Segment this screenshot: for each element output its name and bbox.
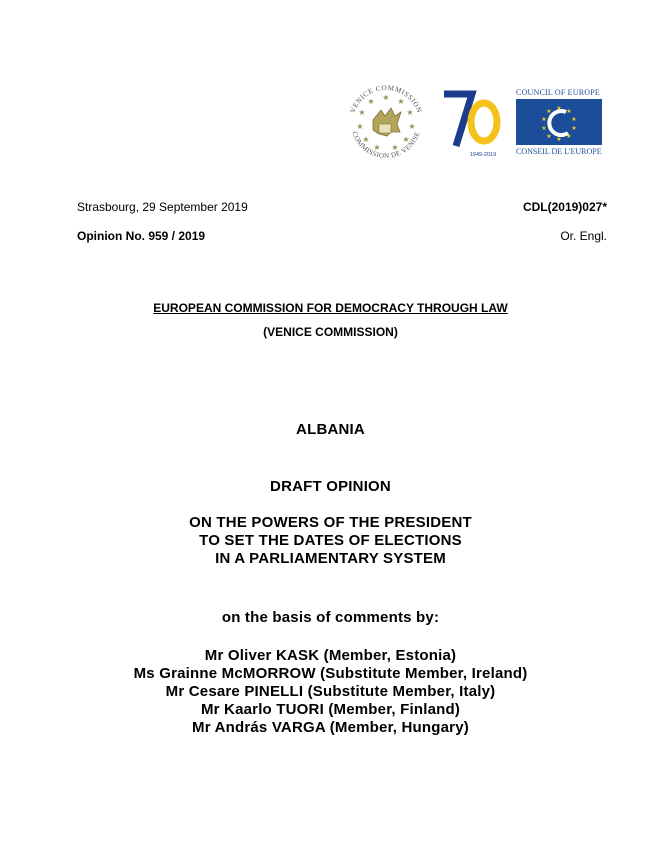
rapporteurs-list xyxy=(0,647,661,737)
country-title: ALBANIA xyxy=(296,421,365,438)
rapporteur: Mr Cesare PINELLI (Substitute Member, Italy) xyxy=(165,683,496,700)
svg-text:★: ★ xyxy=(556,137,562,143)
svg-text:★: ★ xyxy=(541,117,547,123)
venice-commission-seal xyxy=(343,80,429,166)
rapporteur: Mr Kaarlo TUORI (Member, Finland) xyxy=(200,701,461,718)
commission-name: EUROPEAN COMMISSION FOR DEMOCRACY THROUGH LAW xyxy=(153,301,508,315)
svg-text:★: ★ xyxy=(402,135,410,144)
svg-text:★: ★ xyxy=(367,97,375,106)
subject-line: IN A PARLIAMENTARY SYSTEM xyxy=(215,550,446,567)
svg-text:★: ★ xyxy=(406,108,414,117)
coe-top-text: COUNCIL OF EUROPE xyxy=(516,88,600,97)
winged-lion-icon xyxy=(373,108,401,136)
coe-emblem-icon xyxy=(516,99,602,145)
svg-text:★: ★ xyxy=(566,109,572,115)
subject-line: TO SET THE DATES OF ELECTIONS xyxy=(199,532,462,549)
anniversary-70-logo xyxy=(440,90,506,160)
basis-intro: on the basis of comments by: xyxy=(221,609,440,626)
svg-text:★: ★ xyxy=(408,122,416,131)
subject-line: ON THE POWERS OF THE PRESIDENT xyxy=(189,514,472,531)
subject-block xyxy=(0,514,661,568)
rapporteur: Mr Oliver KASK (Member, Estonia) xyxy=(204,647,457,664)
coe-bottom-text: CONSEIL DE L'EUROPE xyxy=(516,147,602,156)
svg-text:★: ★ xyxy=(356,122,364,131)
seal-bottom-text: COMMISSION DE VENISE xyxy=(350,130,422,161)
svg-text:★: ★ xyxy=(541,126,547,132)
svg-text:★: ★ xyxy=(382,93,390,102)
rapporteur: Mr András VARGA (Member, Hungary) xyxy=(192,719,469,736)
original-language: Or. Engl. xyxy=(560,229,607,243)
anniversary-years: 1949-2019 xyxy=(469,152,497,158)
document-type: DRAFT OPINION xyxy=(270,478,391,495)
commission-short-name: (VENICE COMMISSION) xyxy=(263,325,398,339)
council-of-europe-logo xyxy=(516,88,606,156)
svg-text:★: ★ xyxy=(571,126,577,132)
svg-text:★: ★ xyxy=(397,97,405,106)
svg-text:★: ★ xyxy=(373,143,381,152)
document-reference: CDL(2019)027* xyxy=(522,200,607,214)
svg-text:★: ★ xyxy=(391,143,399,152)
svg-text:★: ★ xyxy=(571,117,577,123)
rapporteur: Ms Grainne McMORROW (Substitute Member, Ireland) xyxy=(133,665,528,682)
svg-text:★: ★ xyxy=(546,134,552,140)
place-date: Strasbourg, 29 September 2019 xyxy=(77,200,248,214)
logo-bar xyxy=(0,0,661,170)
svg-text:★: ★ xyxy=(362,135,370,144)
svg-text:★: ★ xyxy=(556,106,562,112)
svg-text:★: ★ xyxy=(358,108,366,117)
seal-top-text: VENICE COMMISSION xyxy=(348,83,424,115)
opinion-number: Opinion No. 959 / 2019 xyxy=(77,229,206,243)
svg-text:★: ★ xyxy=(546,109,552,115)
svg-text:★: ★ xyxy=(566,134,572,140)
